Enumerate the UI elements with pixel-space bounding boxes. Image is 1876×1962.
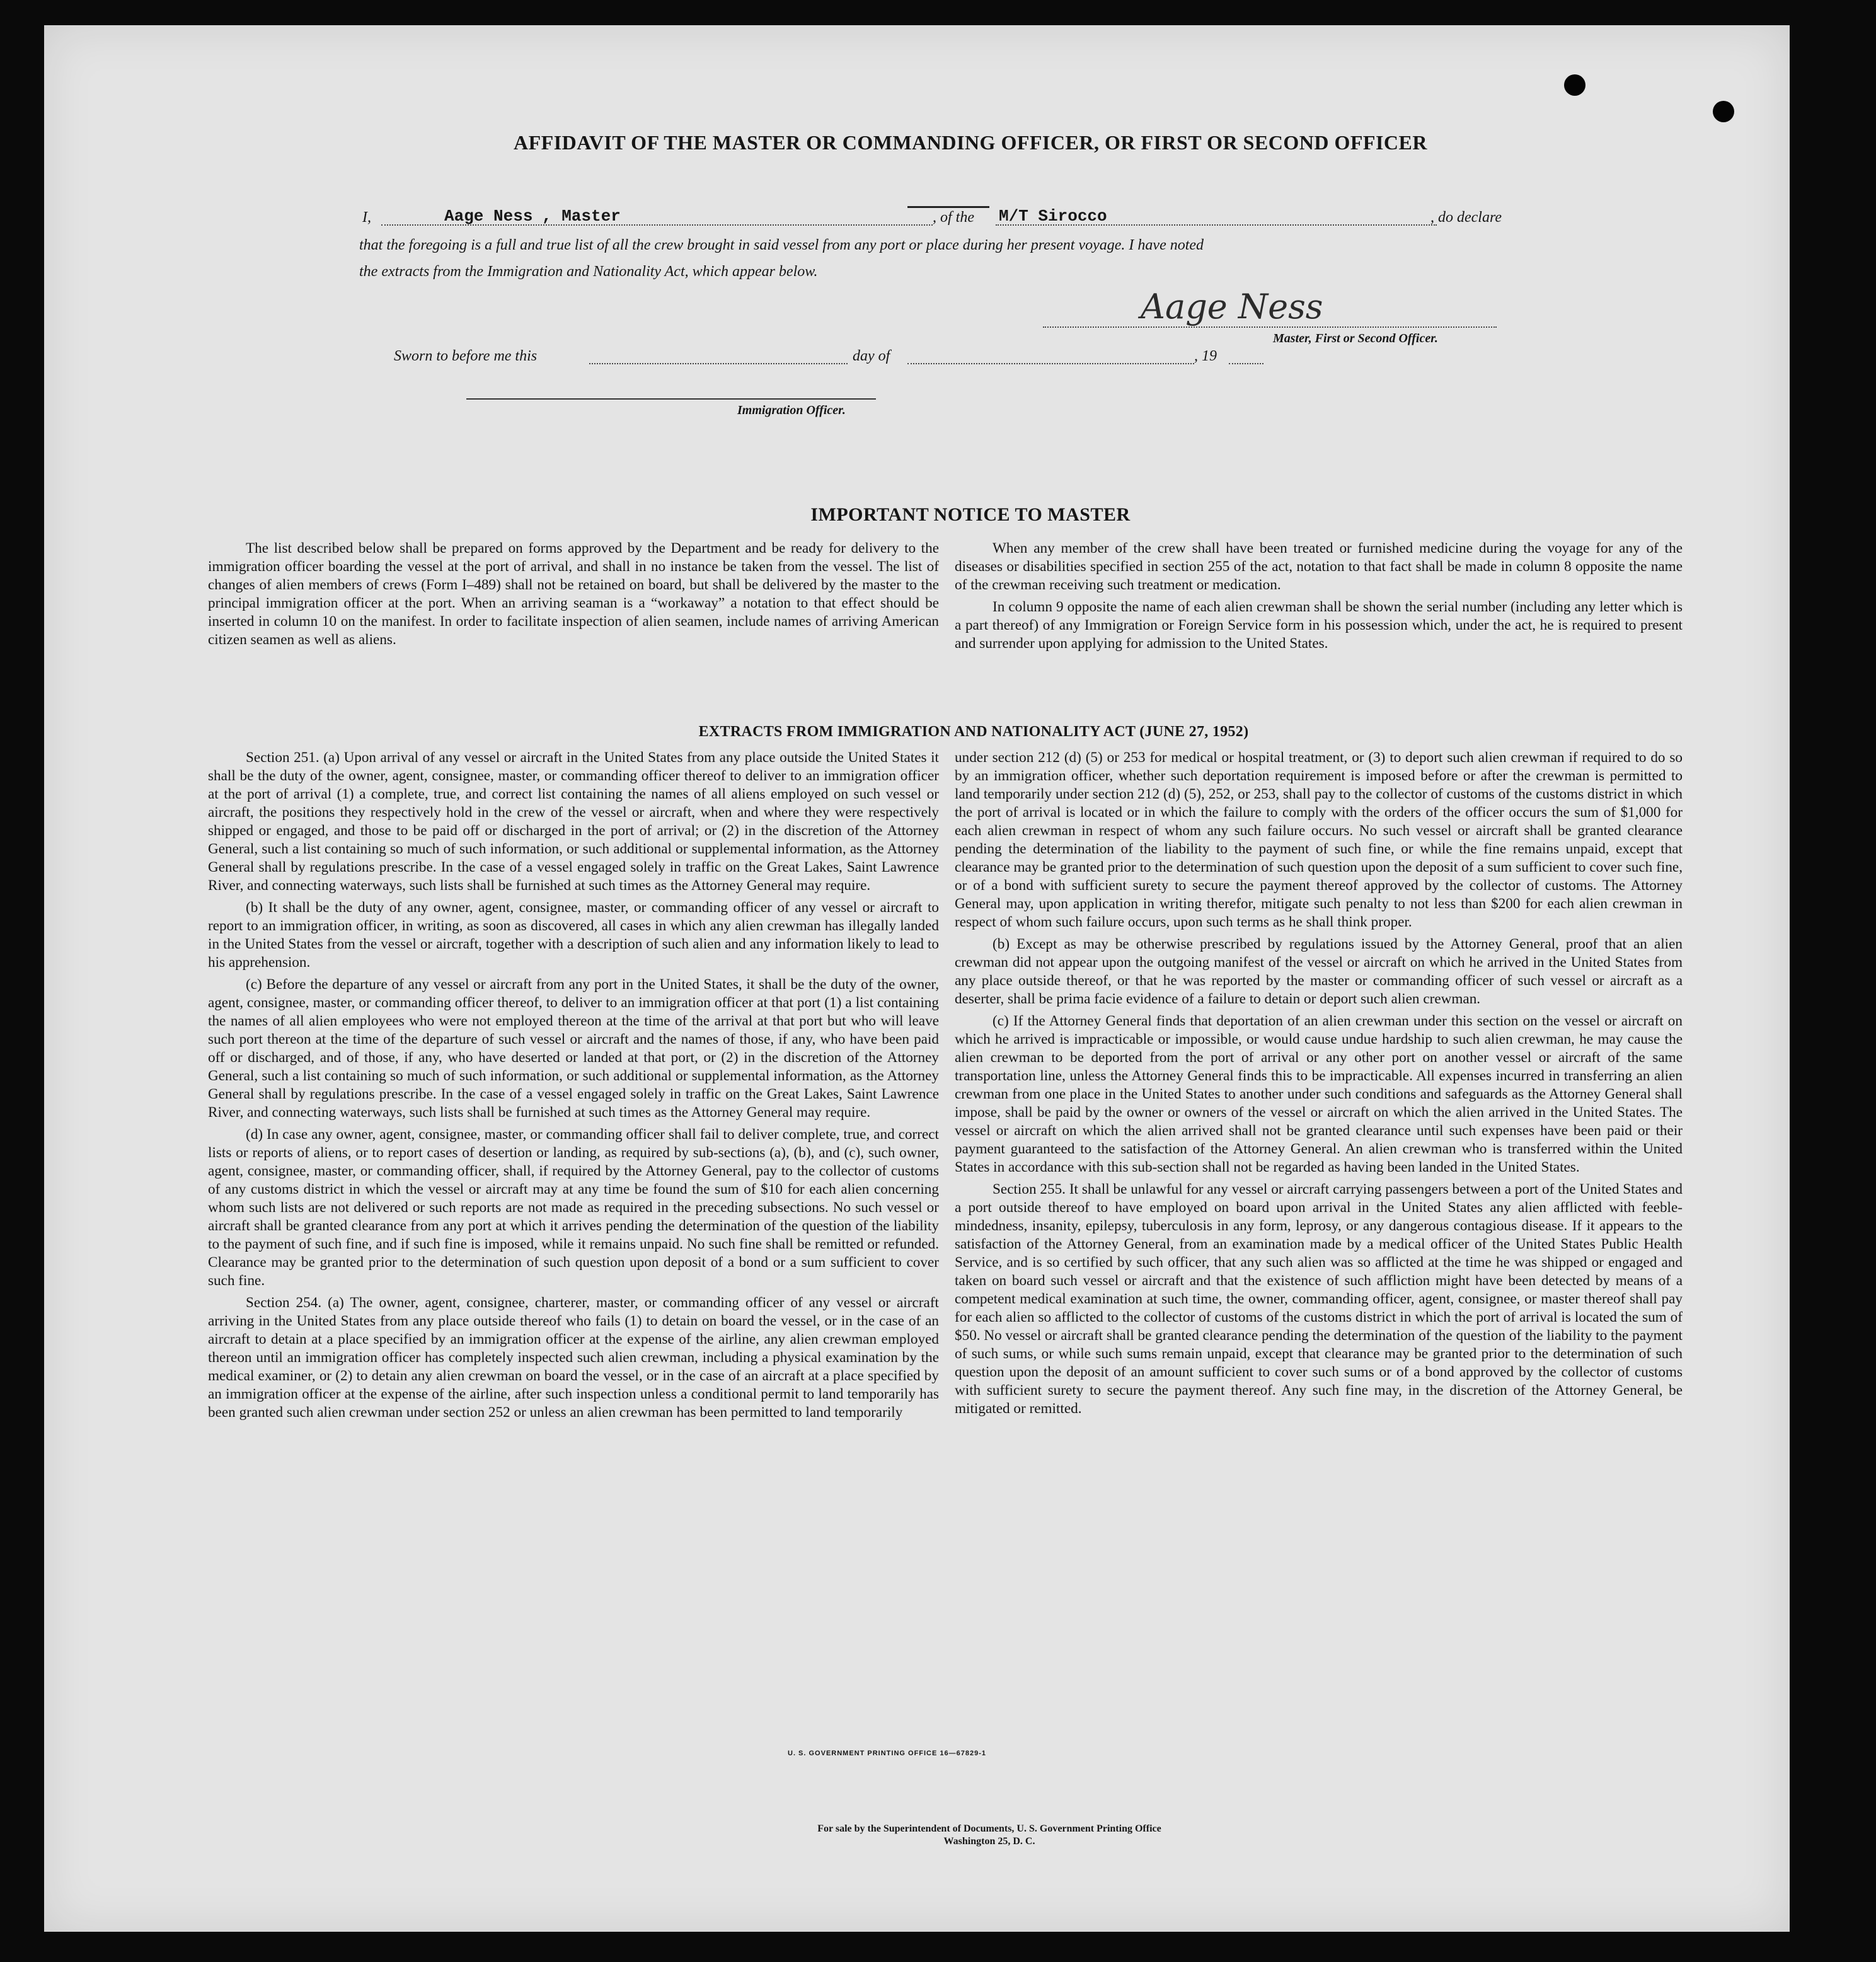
section-251c: (c) Before the departure of any vessel or aircraft from any port in the United States, it shall be the duty of the owner, agent, consignee, master, or commanding officer thereof, to deliver to an immigration officer at that port (1) a list containing the names of all alien employees who were not employed thereon at the time of the arrival at that port but who will leave such port thereon at the time of the departure of such vessel or aircraft and the names of those, if any, who have been paid off or discharged, and of those, if any, who have deserted or landed at that port, or (2) in the discretion of the Attorney General, such a list containing so much of such information, or such additional or supplemental information, as the Attorney General shall by regulations prescribe. In the case of a vessel engaged solely in traffic on the Great Lakes, Saint Lawrence River, and connecting waterways, such lists shall be furnished at such times as the Attorney General may require. <box>208 976 939 1121</box>
section-255: Section 255. It shall be unlawful for any vessel or aircraft carrying passengers between a port of the United States and a port outside thereof to have employed on board upon arrival in the United States any alien afflicted with feeble-mindedness, insanity, epilepsy, tuberculosis in any form, leprosy, or any dangerous contagious disease. If it appears to the satisfaction of the Attorney General, from an examination made by a medical officer of the United States Public Health Service, and is so certified by such officer, that any such alien was so afflicted at the time he was shipped or engaged and taken on board such vessel or aircraft and that the existence of such affliction might have been detected by means of a competent medical examination at such time, the owner, commanding officer, agent, consignee, or master thereof shall pay for each alien so afflicted to the collector of customs of the customs district in which the port of arrival is located the sum of $50. No vessel or aircraft shall be granted clearance pending the determination of the question of the liability to the payment of such sums, or while such sums remain unpaid, except that clearance may be granted prior to the determination of such question upon the deposit of an amount sufficient to cover such sums or of a bond approved by the collector of customs with sufficient surety to secure the payment thereof. Any such fine may, in the discretion of the Attorney General, be mitigated or remitted. <box>955 1181 1683 1417</box>
printing-office-line: U. S. GOVERNMENT PRINTING OFFICE 16—67829-1 <box>788 1750 987 1757</box>
punch-hole <box>1713 101 1734 122</box>
sworn-day-line <box>589 363 848 364</box>
section-254b: (b) Except as may be otherwise prescribed by regulations issued by the Attorney General, proof that an alien crewman did not appear upon the outgoing manifest of the vessel or aircraft on which he arrived in the United States from any place outside thereof, or that he was reported by the master or commanding officer of such vessel or aircraft as a deserter, shall be prima facie evidence of a failure to detain or deport such alien crewman. <box>955 936 1683 1007</box>
sale-line-2: Washington 25, D. C. <box>943 1836 1035 1847</box>
sworn-label: Sworn to before me this <box>394 348 538 364</box>
day-of-label: day of <box>853 348 890 364</box>
vessel-name: M/T Sirocco <box>999 207 1107 226</box>
section-251d: (d) In case any owner, agent, consignee, master, or commanding officer shall fail to deliver complete, true, and correct lists or reports of aliens, or to report cases of desertion or landing, as required by sub-sections (a), (b), and (c), such owner, agent, consignee, master, or commanding officer, shall, if required by the Attorney General, pay to the collector of customs of any customs district in which the vessel or aircraft may at any time be found the sum of $10 for each alien concerning whom such lists are not delivered or such reports are not made as required in the preceding subsections. No such vessel or aircraft shall be granted clearance from any port at which it arrives pending the determination of the question of the liability to the payment of such fine, and if such fine is imposed, while it remains unpaid. No such fine shall be remitted or refunded. Clearance may be granted prior to the determination of such question upon deposit of a bond or a sum sufficient to cover such fine. <box>208 1126 939 1289</box>
punch-hole <box>1564 74 1585 96</box>
signature-line <box>1043 326 1497 328</box>
notice-right-column <box>955 540 1683 657</box>
sworn-month-line <box>907 363 1194 364</box>
notice-title: IMPORTANT NOTICE TO MASTER <box>810 504 1131 525</box>
section-251a: Section 251. (a) Upon arrival of any vessel or aircraft in the United States from any place outside the United States it shall be the duty of the owner, agent, consignee, master, or commanding officer thereof to deliver to an immigration officer at the port of arrival (1) a complete, true, and correct list containing the names of all aliens employed on such vessel or aircraft, the positions they respectively hold in the crew of the vessel or aircraft, when and where they were respectively shipped or engaged, and those to be paid off or discharged in the port of arrival; or (2) in the discretion of the Attorney General, such a list containing so much of such information, or such additional or supplemental information, as the Attorney General shall by regulations prescribe. In the case of a vessel engaged solely in traffic on the Great Lakes, Saint Lawrence River, and connecting waterways, such lists shall be furnished at such times as the Attorney General may require. <box>208 749 939 894</box>
title-rule <box>907 206 989 208</box>
signature-caption: Master, First or Second Officer. <box>1273 332 1438 345</box>
extracts-left-column <box>208 749 939 1426</box>
declaration-line-2: the extracts from the Immigration and Nationality Act, which appear below. <box>359 263 818 280</box>
master-name: Aage Ness <box>444 207 533 226</box>
section-254a: Section 254. (a) The owner, agent, consignee, charterer, master, or commanding officer of any vessel or aircraft arriving in the United States from any place outside thereof who fails (1) to detain on board the vessel, or in the case of an aircraft to detain at a place specified by an immigration officer at the expense of the airline, any alien crewman employed thereon until an immigration officer has completely inspected such alien crewman, including a physical examination by the medical examiner, or (2) to detain any alien crewman on board the vessel, or in the case of an aircraft at a place specified by an immigration officer at the expense of the airline, after such inspection unless a conditional permit to land temporarily has been granted such alien crewman under section 252 or unless an alien crewman has been permitted to land temporarily <box>208 1295 939 1421</box>
affidavit-title: AFFIDAVIT OF THE MASTER OR COMMANDING OFFICER, OR FIRST OR SECOND OFFICER <box>514 131 1427 154</box>
section-254c: (c) If the Attorney General finds that deportation of an alien crewman under this section on the vessel or aircraft on which he arrived is impracticable or impossible, or would cause undue hardship to such alien crewman, he may cause the alien crewman to be deported from the port of arrival or any other port on another vessel or aircraft of the same transportation line, unless the Attorney General finds this to be impracticable. All expenses incurred in transferring an alien crewman from one place in the United States to another under such conditions and safeguards as the Attorney General shall impose, shall be paid by the owner or owners of the vessel or aircraft on which the alien arrived in the United States. The vessel or aircraft on which the alien arrived shall not be granted clearance until such expenses have been paid or their payment guaranteed to the satisfaction of the Attorney General. An alien crewman who is transferred within the United States in accordance with this sub-section shall not be regarded as having been landed in the United States. <box>955 1013 1683 1175</box>
master-title: , Master <box>542 207 621 226</box>
notice-paragraph: When any member of the crew shall have been treated or furnished medicine during the voyage for any of the diseases or disabilities specified in section 255 of the act, notation to that fact shall be made in column 8 opposite the name of the crewman receiving such treatment or medication. <box>955 540 1683 593</box>
declaration-line-1: that the foregoing is a full and true list of all the crew brought in said vessel from any port or place during her present voyage. I have noted <box>359 237 1204 253</box>
notice-left-column <box>208 540 939 653</box>
notice-paragraph: The list described below shall be prepared on forms approved by the Department and be ready for delivery to the immigration officer boarding the vessel at the port of arrival, and shall in no instance be taken from the vessel. The list of changes of alien members of crews (Form I–489) shall not be retained on board, but shall be delivered by the master to the principal immigration officer at the port. When an arriving seaman is a “workaway” a notation to that effect should be inserted in column 10 on the manifest. In order to facilitate inspection of alien seamen, include names of arriving American citizen seamen as well as aliens. <box>208 540 939 648</box>
of-the-label: , of the <box>933 209 974 226</box>
sale-notice <box>674 1823 1304 1848</box>
section-254a-continued: under section 212 (d) (5) or 253 for medical or hospital treatment, or (3) to deport such alien crewman if required to do so by an immigration officer, whether such deportation requirement is imposed before or after the crewman is permitted to land temporarily under section 212 (d) (5), 252, or 253, shall pay to the collector of customs of the customs district in which the port of arrival is located or in which the failure to comply with the orders of the officer occurs the sum of $1,000 for each alien crewman in respect of whom any such failure occurs. No such vessel or aircraft shall be granted clearance pending the determination of the liability to the payment of such fine, or while the fine remains unpaid, except that clearance may be granted prior to the determination of such question upon the deposit of a sum sufficient to cover such fine, or of a bond with sufficient surety to secure the payment thereof approved by the collector of customs. The Attorney General may, upon application in writing therefor, mitigate such penalty to not less than $200 for each alien crewman in respect of whom such failure occurs, upon such terms as he shall think proper. <box>955 749 1683 930</box>
notice-paragraph: In column 9 opposite the name of each alien crewman shall be shown the serial number (including any letter which is a part thereof) of any Immigration or Foreign Service form in his possession which, under the act, he is required to present and surrender upon applying for admission to the United States. <box>955 599 1683 652</box>
do-declare-label: , do declare <box>1430 209 1502 226</box>
extracts-title: EXTRACTS FROM IMMIGRATION AND NATIONALITY ACT (JUNE 27, 1952) <box>698 724 1249 740</box>
extracts-right-column <box>955 749 1683 1422</box>
sworn-year-line <box>1229 363 1263 364</box>
i-label: I, <box>362 209 371 226</box>
year-prefix: , 19 <box>1194 348 1217 364</box>
officer-signature-line <box>466 398 876 400</box>
sale-line-1: For sale by the Superintendent of Documents, U. S. Government Printing Office <box>817 1823 1161 1834</box>
section-251b: (b) It shall be the duty of any owner, agent, consignee, master, or commanding officer of any vessel or aircraft to report to an immigration officer, in writing, as soon as discovered, all cases in which any alien crewman has illegally landed in the United States from the vessel or aircraft, together with a description of such alien and any information likely to lead to his apprehension. <box>208 899 939 971</box>
master-signature: Aage Ness <box>1141 287 1323 326</box>
immigration-officer-caption: Immigration Officer. <box>737 403 846 417</box>
document-page <box>44 25 1790 1932</box>
